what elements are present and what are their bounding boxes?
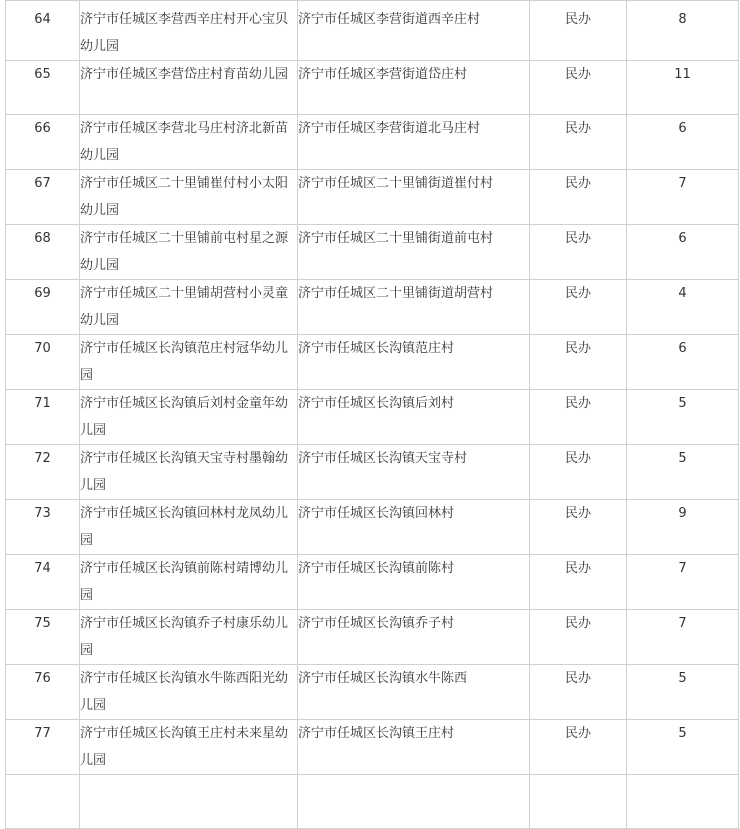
kindergarten-name-cell: 济宁市任城区长沟镇天宝寺村墨翰幼儿园 [80,445,298,500]
table-row [6,115,739,170]
kindergarten-address-cell: 济宁市任城区长沟镇王庄村 [298,720,530,775]
empty-cell [80,775,298,829]
row-number-cell: 77 [6,720,80,775]
kindergarten-name-cell: 济宁市任城区长沟镇后刘村金童年幼儿园 [80,390,298,445]
class-count-cell: 9 [627,500,739,555]
kindergarten-address-cell: 济宁市任城区李营街道岱庄村 [298,61,530,115]
class-count-cell: 6 [627,115,739,170]
table-row [6,390,739,445]
class-count-cell: 11 [627,61,739,115]
kindergarten-name-cell: 济宁市任城区二十里铺前屯村星之源幼儿园 [80,225,298,280]
ownership-type-cell: 民办 [530,665,627,720]
row-number-cell: 72 [6,445,80,500]
table-row [6,445,739,500]
kindergarten-address-cell: 济宁市任城区二十里铺街道胡营村 [298,280,530,335]
row-number-cell: 71 [6,390,80,445]
kindergarten-name-cell: 济宁市任城区二十里铺胡营村小灵童幼儿园 [80,280,298,335]
row-number-cell: 73 [6,500,80,555]
kindergarten-name-cell: 济宁市任城区长沟镇范庄村冠华幼儿园 [80,335,298,390]
class-count-cell: 7 [627,170,739,225]
table-row [6,61,739,115]
ownership-type-cell: 民办 [530,280,627,335]
kindergarten-name-cell: 济宁市任城区长沟镇王庄村未来星幼儿园 [80,720,298,775]
kindergarten-name-cell: 济宁市任城区长沟镇水牛陈西阳光幼儿园 [80,665,298,720]
kindergarten-address-cell: 济宁市任城区长沟镇天宝寺村 [298,445,530,500]
kindergarten-table-body [6,1,739,829]
ownership-type-cell: 民办 [530,335,627,390]
class-count-cell: 8 [627,1,739,61]
kindergarten-name-cell: 济宁市任城区长沟镇乔子村康乐幼儿园 [80,610,298,665]
table-row [6,1,739,61]
kindergarten-address-cell: 济宁市任城区二十里铺街道崔付村 [298,170,530,225]
ownership-type-cell: 民办 [530,115,627,170]
kindergarten-name-cell: 济宁市任城区李营西辛庄村开心宝贝幼儿园 [80,1,298,61]
table-row [6,610,739,665]
kindergarten-name-cell: 济宁市任城区二十里铺崔付村小太阳幼儿园 [80,170,298,225]
class-count-cell: 7 [627,610,739,665]
ownership-type-cell: 民办 [530,500,627,555]
table-row [6,500,739,555]
ownership-type-cell: 民办 [530,61,627,115]
kindergarten-address-cell: 济宁市任城区长沟镇后刘村 [298,390,530,445]
row-number-cell: 70 [6,335,80,390]
kindergarten-table [5,0,739,829]
kindergarten-address-cell: 济宁市任城区长沟镇乔子村 [298,610,530,665]
kindergarten-address-cell: 济宁市任城区长沟镇水牛陈西 [298,665,530,720]
table-row [6,665,739,720]
table-row [6,555,739,610]
kindergarten-address-cell: 济宁市任城区长沟镇回林村 [298,500,530,555]
empty-cell [530,775,627,829]
ownership-type-cell: 民办 [530,170,627,225]
kindergarten-address-cell: 济宁市任城区长沟镇范庄村 [298,335,530,390]
kindergarten-name-cell: 济宁市任城区长沟镇前陈村靖博幼儿园 [80,555,298,610]
class-count-cell: 4 [627,280,739,335]
class-count-cell: 6 [627,225,739,280]
row-number-cell: 67 [6,170,80,225]
table-row [6,225,739,280]
class-count-cell: 6 [627,335,739,390]
ownership-type-cell: 民办 [530,610,627,665]
row-number-cell: 75 [6,610,80,665]
kindergarten-name-cell: 济宁市任城区李营北马庄村济北新苗幼儿园 [80,115,298,170]
kindergarten-address-cell: 济宁市任城区二十里铺街道前屯村 [298,225,530,280]
class-count-cell: 5 [627,390,739,445]
ownership-type-cell: 民办 [530,1,627,61]
row-number-cell: 64 [6,1,80,61]
ownership-type-cell: 民办 [530,720,627,775]
table-row-partial [6,775,739,829]
table-row [6,335,739,390]
empty-cell [6,775,80,829]
class-count-cell: 5 [627,665,739,720]
class-count-cell: 5 [627,720,739,775]
kindergarten-address-cell: 济宁市任城区李营街道西辛庄村 [298,1,530,61]
table-row [6,280,739,335]
row-number-cell: 66 [6,115,80,170]
table-row [6,720,739,775]
ownership-type-cell: 民办 [530,555,627,610]
ownership-type-cell: 民办 [530,225,627,280]
kindergarten-address-cell: 济宁市任城区长沟镇前陈村 [298,555,530,610]
empty-cell [627,775,739,829]
row-number-cell: 74 [6,555,80,610]
ownership-type-cell: 民办 [530,445,627,500]
kindergarten-name-cell: 济宁市任城区长沟镇回林村龙凤幼儿园 [80,500,298,555]
kindergarten-name-cell: 济宁市任城区李营岱庄村育苗幼儿园 [80,61,298,115]
row-number-cell: 76 [6,665,80,720]
kindergarten-address-cell: 济宁市任城区李营街道北马庄村 [298,115,530,170]
row-number-cell: 68 [6,225,80,280]
table-row [6,170,739,225]
row-number-cell: 69 [6,280,80,335]
ownership-type-cell: 民办 [530,390,627,445]
class-count-cell: 7 [627,555,739,610]
empty-cell [298,775,530,829]
row-number-cell: 65 [6,61,80,115]
class-count-cell: 5 [627,445,739,500]
